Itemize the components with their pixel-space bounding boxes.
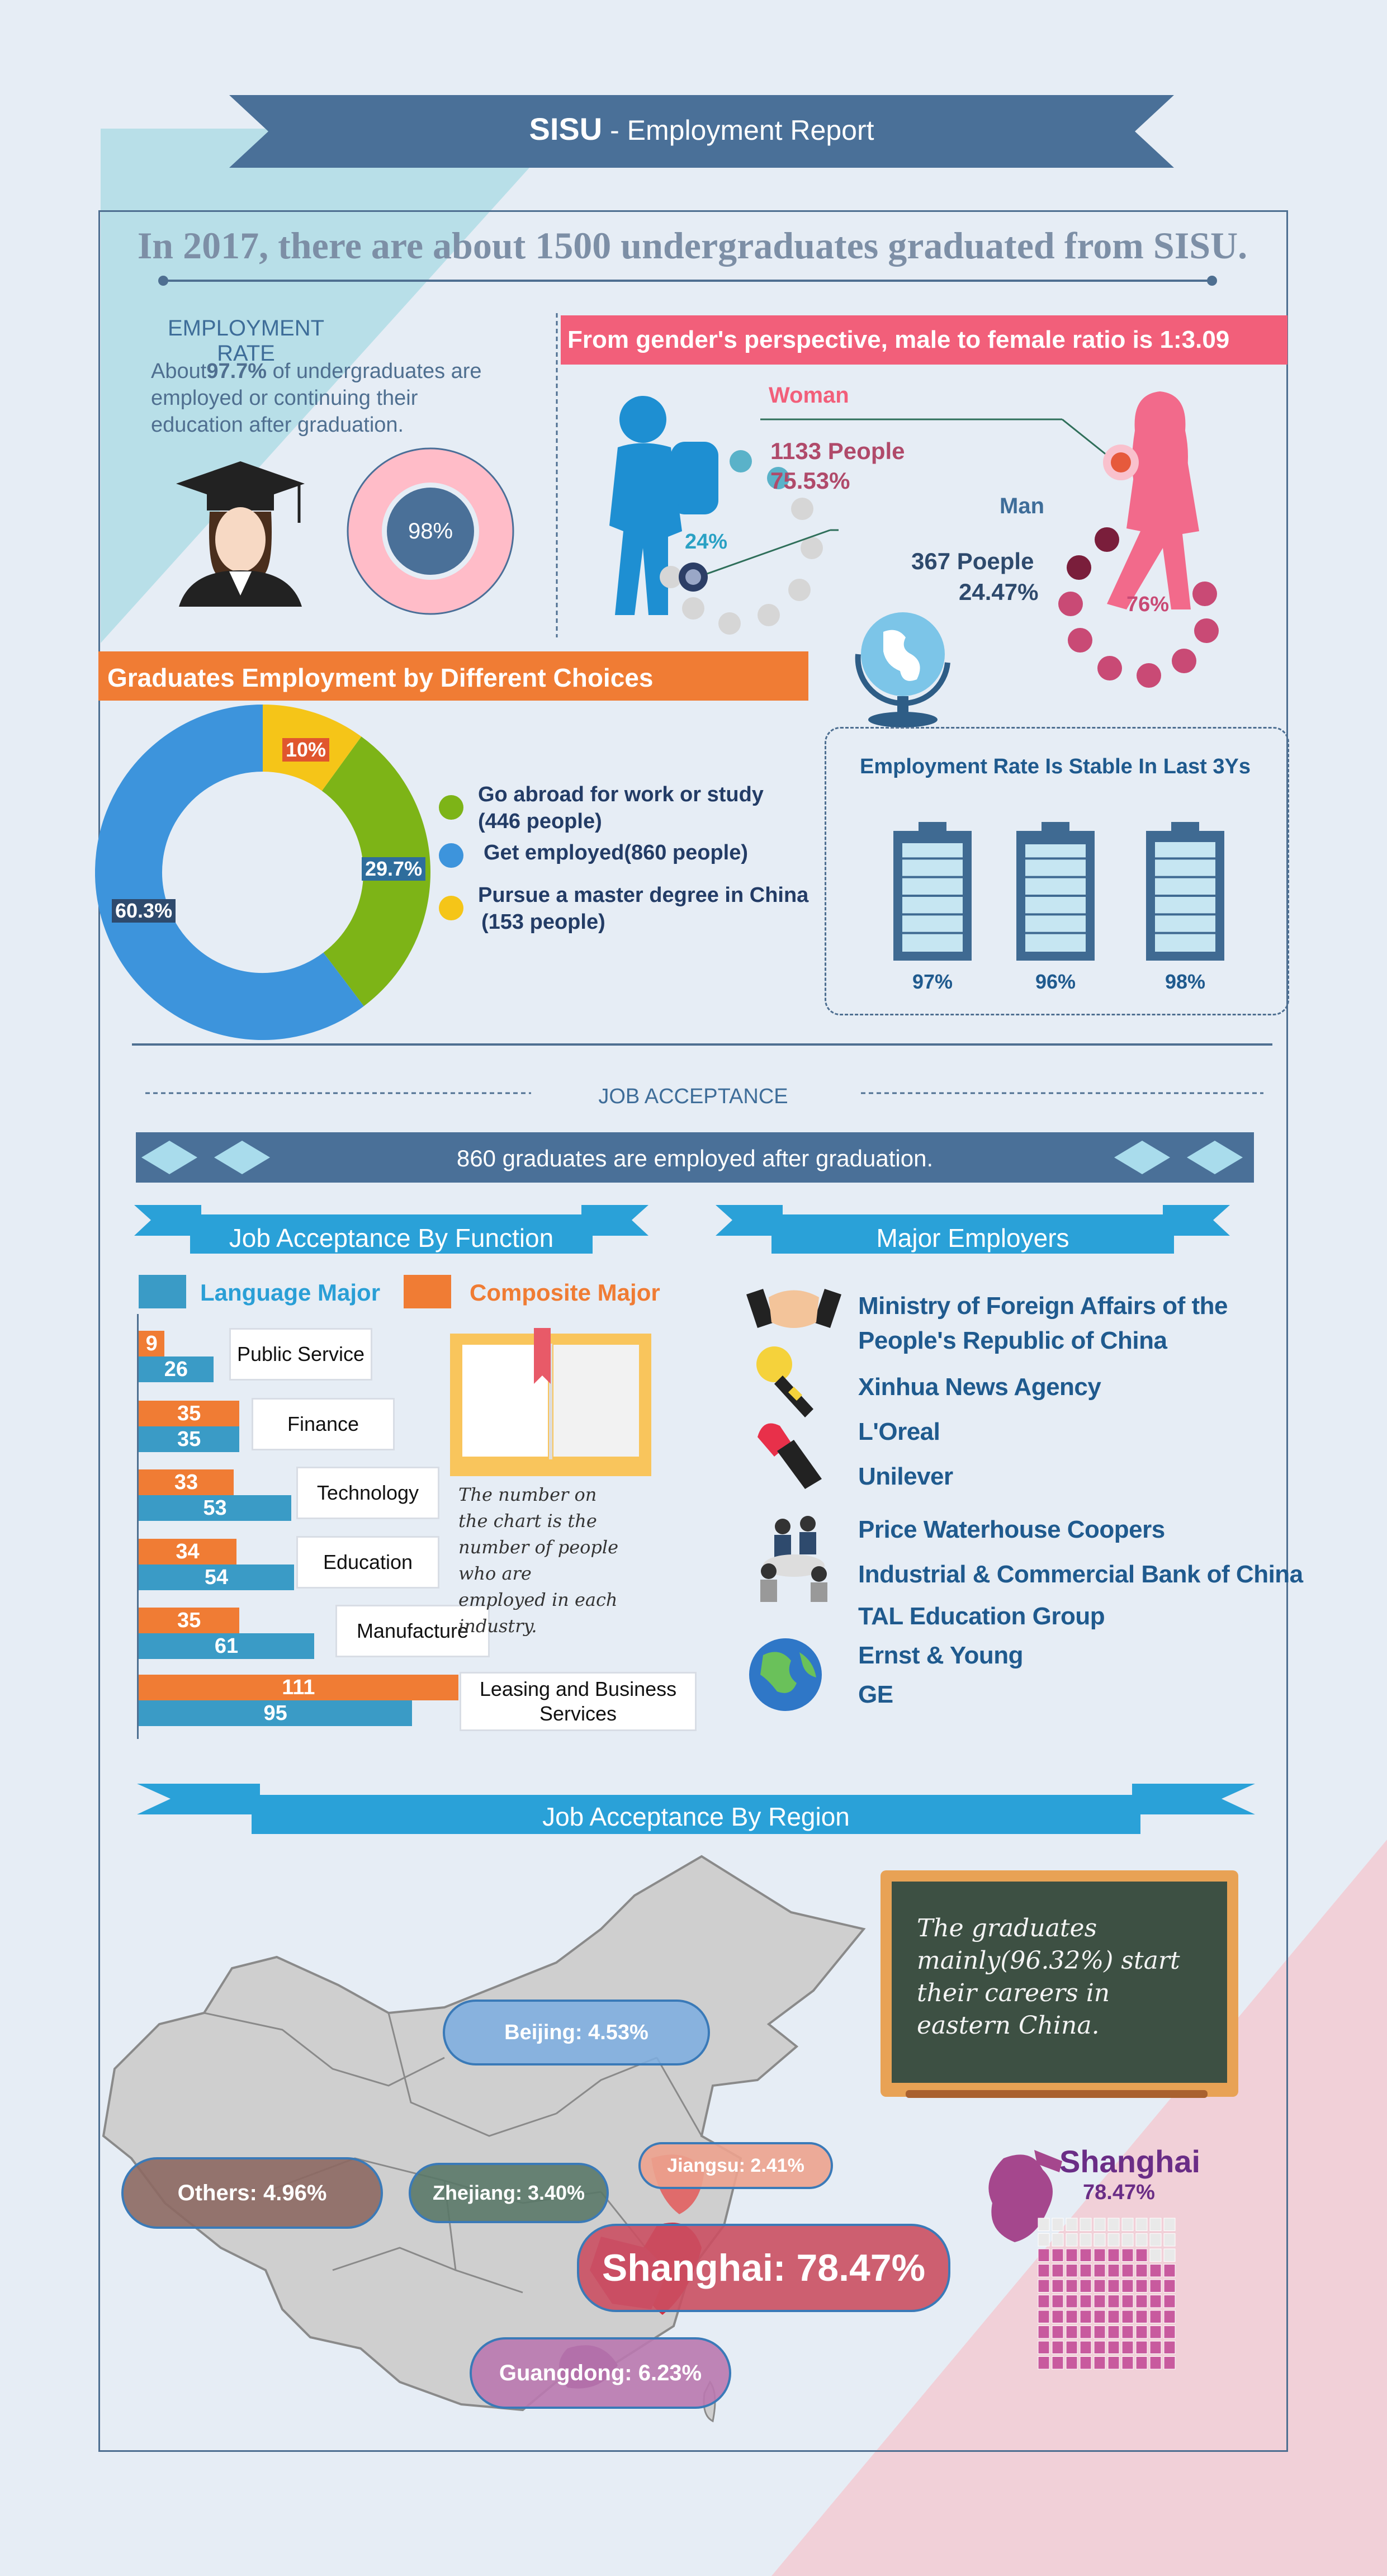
waffle-cell (1066, 2341, 1077, 2354)
legend-employed-line1: Get employed(860 people) (484, 841, 749, 864)
waffle-cell (1052, 2310, 1063, 2323)
battery-fill-1 (1025, 844, 1086, 952)
donut-label-master: 10% (282, 738, 329, 762)
waffle-cell (1080, 2265, 1091, 2277)
shanghai-waffle (1037, 2217, 1177, 2376)
battery-label-2: 98% (1164, 970, 1206, 993)
waffle-cell (1150, 2280, 1161, 2293)
waffle-cell (1122, 2357, 1133, 2370)
man-label: Man (1000, 494, 1044, 518)
employer-item-1: Xinhua News Agency (858, 1373, 1101, 1401)
book-icon (450, 1328, 651, 1479)
legend-dot-master (439, 896, 463, 920)
bar-composite-value-3: 34 (176, 1539, 200, 1563)
bar-language-value-2: 53 (203, 1496, 227, 1520)
waffle-cell (1150, 2357, 1161, 2370)
bar-category-label-2: Technology (296, 1467, 439, 1519)
chalkboard-text: The graduates mainly(96.32%) start their careers in eastern China. (917, 1914, 1180, 2040)
employed-banner-text: 860 graduates are employed after graduation. (456, 1145, 934, 1171)
lipstick-icon (752, 1417, 825, 1490)
bar-language-value-3: 54 (204, 1565, 229, 1589)
waffle-cell (1108, 2265, 1119, 2277)
waffle-cell (1066, 2310, 1077, 2323)
donut-label-employed: 60.3% (112, 899, 176, 923)
waffle-cell (1080, 2218, 1091, 2231)
shanghai-pct: 78.47% (1083, 2181, 1155, 2204)
woman-marker (1101, 443, 1140, 482)
employer-item-5: Industrial & Commercial Bank of China (858, 1561, 1303, 1588)
region-label-jiangsu: Jiangsu: 2.41% (638, 2142, 833, 2189)
waffle-cell (1052, 2218, 1063, 2231)
waffle-cell (1038, 2326, 1049, 2339)
waffle-cell (1164, 2265, 1175, 2277)
waffle-cell (1038, 2295, 1049, 2308)
waffle-cell (1122, 2249, 1133, 2262)
waffle-cell (1108, 2218, 1119, 2231)
headline-underline (157, 274, 1219, 287)
waffle-cell (1164, 2310, 1175, 2323)
employer-item-3: Unilever (858, 1463, 953, 1490)
title-text: - Employment Report (602, 115, 874, 146)
man-count: 367 Poeple (911, 548, 1034, 574)
region-label-zhejiang: Zhejiang: 3.40% (409, 2163, 609, 2223)
graduate-icon (168, 456, 313, 607)
waffle-cell (1164, 2357, 1175, 2370)
waffle-cell (1080, 2357, 1091, 2370)
waffle-cell (1164, 2249, 1175, 2262)
legend-abroad-line1: Go abroad for work or study (478, 783, 764, 806)
waffle-cell (1108, 2295, 1119, 2308)
waffle-cell (1094, 2249, 1105, 2262)
waffle-cell (1108, 2310, 1119, 2323)
woman-count: 1133 People (770, 438, 905, 464)
waffle-cell (1094, 2218, 1105, 2231)
waffle-cell (1052, 2265, 1063, 2277)
waffle-cell (1150, 2341, 1161, 2354)
legend-item-abroad (439, 783, 830, 839)
waffle-cell (1094, 2310, 1105, 2323)
legend-master-line1: Pursue a master degree in China (478, 883, 809, 907)
waffle-cell (1122, 2218, 1133, 2231)
waffle-cell (1066, 2265, 1077, 2277)
waffle-cell (1052, 2295, 1063, 2308)
bar-composite-value-5: 111 (282, 1675, 315, 1699)
choices-legend (439, 783, 830, 939)
handshake-icon (746, 1278, 841, 1339)
waffle-cell (1150, 2326, 1161, 2339)
region-label-shanghai: Shanghai: 78.47% (577, 2224, 950, 2312)
waffle-cell (1080, 2310, 1091, 2323)
waffle-cell (1136, 2295, 1147, 2308)
bar-composite-value-4: 35 (177, 1608, 201, 1632)
bar-category-label-0: Public Service (229, 1328, 372, 1381)
waffle-cell (1038, 2310, 1049, 2323)
waffle-cell (1080, 2326, 1091, 2339)
woman-label: Woman (769, 383, 849, 408)
battery-1 (1016, 822, 1095, 962)
globe-earth-icon (746, 1636, 825, 1714)
employers-ribbon-text: Major Employers (876, 1223, 1069, 1252)
waffle-cell (1136, 2249, 1147, 2262)
waffle-cell (1164, 2280, 1175, 2293)
battery-label-1: 96% (1035, 970, 1076, 993)
page-title (229, 111, 1174, 147)
function-ribbon-text: Job Acceptance By Function (229, 1223, 554, 1252)
employer-item-8: GE (858, 1681, 893, 1708)
employer-item-6: TAL Education Group (858, 1603, 1105, 1630)
waffle-cell (1066, 2249, 1077, 2262)
waffle-cell (1038, 2218, 1049, 2231)
waffle-cell (1136, 2341, 1147, 2354)
legend-composite-label: Composite Major (470, 1279, 660, 1306)
waffle-cell (1038, 2265, 1049, 2277)
waffle-cell (1136, 2265, 1147, 2277)
waffle-cell (1066, 2357, 1077, 2370)
legend-item-employed (439, 839, 830, 883)
waffle-cell (1136, 2280, 1147, 2293)
vertical-divider (555, 313, 558, 637)
waffle-cell (1094, 2265, 1105, 2277)
waffle-cell (1136, 2326, 1147, 2339)
waffle-cell (1038, 2280, 1049, 2293)
region-ribbon-text: Job Acceptance By Region (542, 1802, 850, 1831)
legend-swatch-composite (404, 1275, 451, 1308)
waffle-cell (1108, 2234, 1119, 2247)
rate-text-pre: About (151, 360, 207, 383)
battery-0 (893, 822, 972, 962)
waffle-cell (1164, 2218, 1175, 2231)
region-label-beijing: Beijing: 4.53% (443, 2000, 710, 2065)
donut-label-abroad: 29.7% (362, 857, 425, 881)
bar-language-value-1: 35 (177, 1427, 201, 1451)
bar-language-value-0: 26 (164, 1357, 188, 1381)
battery-2 (1146, 822, 1224, 962)
waffle-cell (1052, 2249, 1063, 2262)
legend-master-line2: (153 people) (481, 910, 605, 934)
waffle-cell (1164, 2234, 1175, 2247)
waffle-cell (1080, 2280, 1091, 2293)
globe-icon (844, 601, 956, 730)
employment-donut-label: 98% (408, 519, 453, 543)
bar-category-label-5: Leasing and Business Services (460, 1672, 697, 1731)
bar-category-label-4: Manufacture (335, 1605, 490, 1657)
bar-language-value-5: 95 (263, 1701, 287, 1725)
waffle-cell (1108, 2326, 1119, 2339)
waffle-cell (1038, 2249, 1049, 2262)
legend-dot-employed (439, 843, 463, 868)
waffle-cell (1052, 2341, 1063, 2354)
shanghai-title: Shanghai (1059, 2144, 1201, 2179)
employment-rate-text (151, 358, 514, 438)
waffle-cell (1038, 2341, 1049, 2354)
waffle-cell (1108, 2280, 1119, 2293)
waffle-cell (1122, 2234, 1133, 2247)
waffle-cell (1122, 2280, 1133, 2293)
region-label-others: Others: 4.96% (121, 2157, 383, 2229)
rate-text-value: 97.7% (206, 360, 267, 383)
waffle-cell (1066, 2234, 1077, 2247)
legend-abroad-line2: (446 people) (478, 810, 602, 833)
male-ring-label: 24% (685, 530, 728, 554)
waffle-cell (1094, 2326, 1105, 2339)
waffle-cell (1080, 2234, 1091, 2247)
waffle-cell (1150, 2265, 1161, 2277)
employer-item-7: Ernst & Young (858, 1642, 1023, 1669)
bar-composite-value-2: 33 (174, 1470, 198, 1494)
waffle-cell (1136, 2357, 1147, 2370)
waffle-cell (1052, 2326, 1063, 2339)
employer-item-4: Price Waterhouse Coopers (858, 1516, 1165, 1543)
meeting-icon (758, 1510, 830, 1605)
legend-dot-abroad (439, 795, 463, 820)
waffle-cell (1094, 2280, 1105, 2293)
waffle-cell (1150, 2218, 1161, 2231)
waffle-cell (1136, 2218, 1147, 2231)
bar-composite-value-0: 9 (145, 1331, 158, 1355)
waffle-cell (1122, 2310, 1133, 2323)
waffle-cell (1122, 2326, 1133, 2339)
choices-banner-text: Graduates Employment by Different Choices (107, 663, 654, 692)
waffle-cell (1038, 2357, 1049, 2370)
waffle-cell (1150, 2295, 1161, 2308)
chalk-tray (906, 2090, 1208, 2098)
waffle-cell (1052, 2234, 1063, 2247)
brand-name: SISU (529, 111, 603, 146)
waffle-cell (1066, 2280, 1077, 2293)
waffle-cell (1038, 2234, 1049, 2247)
waffle-cell (1052, 2357, 1063, 2370)
function-note: The number on the chart is the number of people who are employed in each industry. (458, 1484, 619, 1637)
waffle-cell (1150, 2249, 1161, 2262)
waffle-cell (1108, 2357, 1119, 2370)
waffle-cell (1094, 2295, 1105, 2308)
legend-swatch-language (139, 1275, 186, 1308)
waffle-cell (1066, 2326, 1077, 2339)
bar-language-value-4: 61 (214, 1634, 239, 1658)
waffle-cell (1164, 2341, 1175, 2354)
waffle-cell (1094, 2341, 1105, 2354)
waffle-cell (1080, 2341, 1091, 2354)
waffle-cell (1108, 2341, 1119, 2354)
legend-language-label: Language Major (200, 1279, 381, 1306)
waffle-cell (1150, 2234, 1161, 2247)
waffle-cell (1122, 2341, 1133, 2354)
employer-item-2: L'Oreal (858, 1418, 940, 1445)
employer-item-0: Ministry of Foreign Affairs of the (858, 1292, 1228, 1320)
bar-composite-value-1: 35 (177, 1401, 201, 1425)
employment-rate-heading: EMPLOYMENT RATE (167, 316, 325, 366)
rate-text-post: of undergraduates are employed or continuing their education after graduation. (151, 360, 482, 437)
legend-item-master (439, 883, 830, 939)
waffle-cell (1136, 2310, 1147, 2323)
waffle-cell (1122, 2295, 1133, 2308)
waffle-cell (1150, 2310, 1161, 2323)
female-ring-label: 76% (1126, 593, 1170, 616)
waffle-cell (1094, 2234, 1105, 2247)
waffle-cell (1066, 2218, 1077, 2231)
waffle-cell (1108, 2249, 1119, 2262)
gender-banner-text: From gender's perspective, male to female ratio is 1:3.09 (567, 326, 1230, 353)
employer-item-0-line2: People's Republic of China (858, 1327, 1167, 1354)
headline: In 2017, there are about 1500 undergraduates graduated from SISU. (137, 224, 1248, 267)
stable-title: Employment Rate Is Stable In Last 3Ys (860, 755, 1251, 778)
female-figure-icon (1093, 386, 1238, 621)
bar-category-label-1: Finance (252, 1398, 395, 1450)
man-pct: 24.47% (959, 579, 1039, 605)
waffle-cell (1080, 2249, 1091, 2262)
waffle-cell (1094, 2357, 1105, 2370)
waffle-cell (1080, 2295, 1091, 2308)
job-acceptance-title: JOB ACCEPTANCE (598, 1085, 788, 1108)
waffle-cell (1136, 2234, 1147, 2247)
waffle-cell (1122, 2265, 1133, 2277)
woman-pct: 75.53% (770, 467, 850, 494)
waffle-cell (1164, 2295, 1175, 2308)
battery-label-0: 97% (912, 970, 953, 993)
waffle-cell (1066, 2295, 1077, 2308)
region-label-guangdong: Guangdong: 6.23% (470, 2337, 731, 2409)
waffle-cell (1052, 2280, 1063, 2293)
section-divider (132, 1043, 1272, 1046)
microphone-icon (752, 1342, 819, 1420)
bar-category-label-3: Education (296, 1536, 439, 1589)
waffle-cell (1164, 2326, 1175, 2339)
